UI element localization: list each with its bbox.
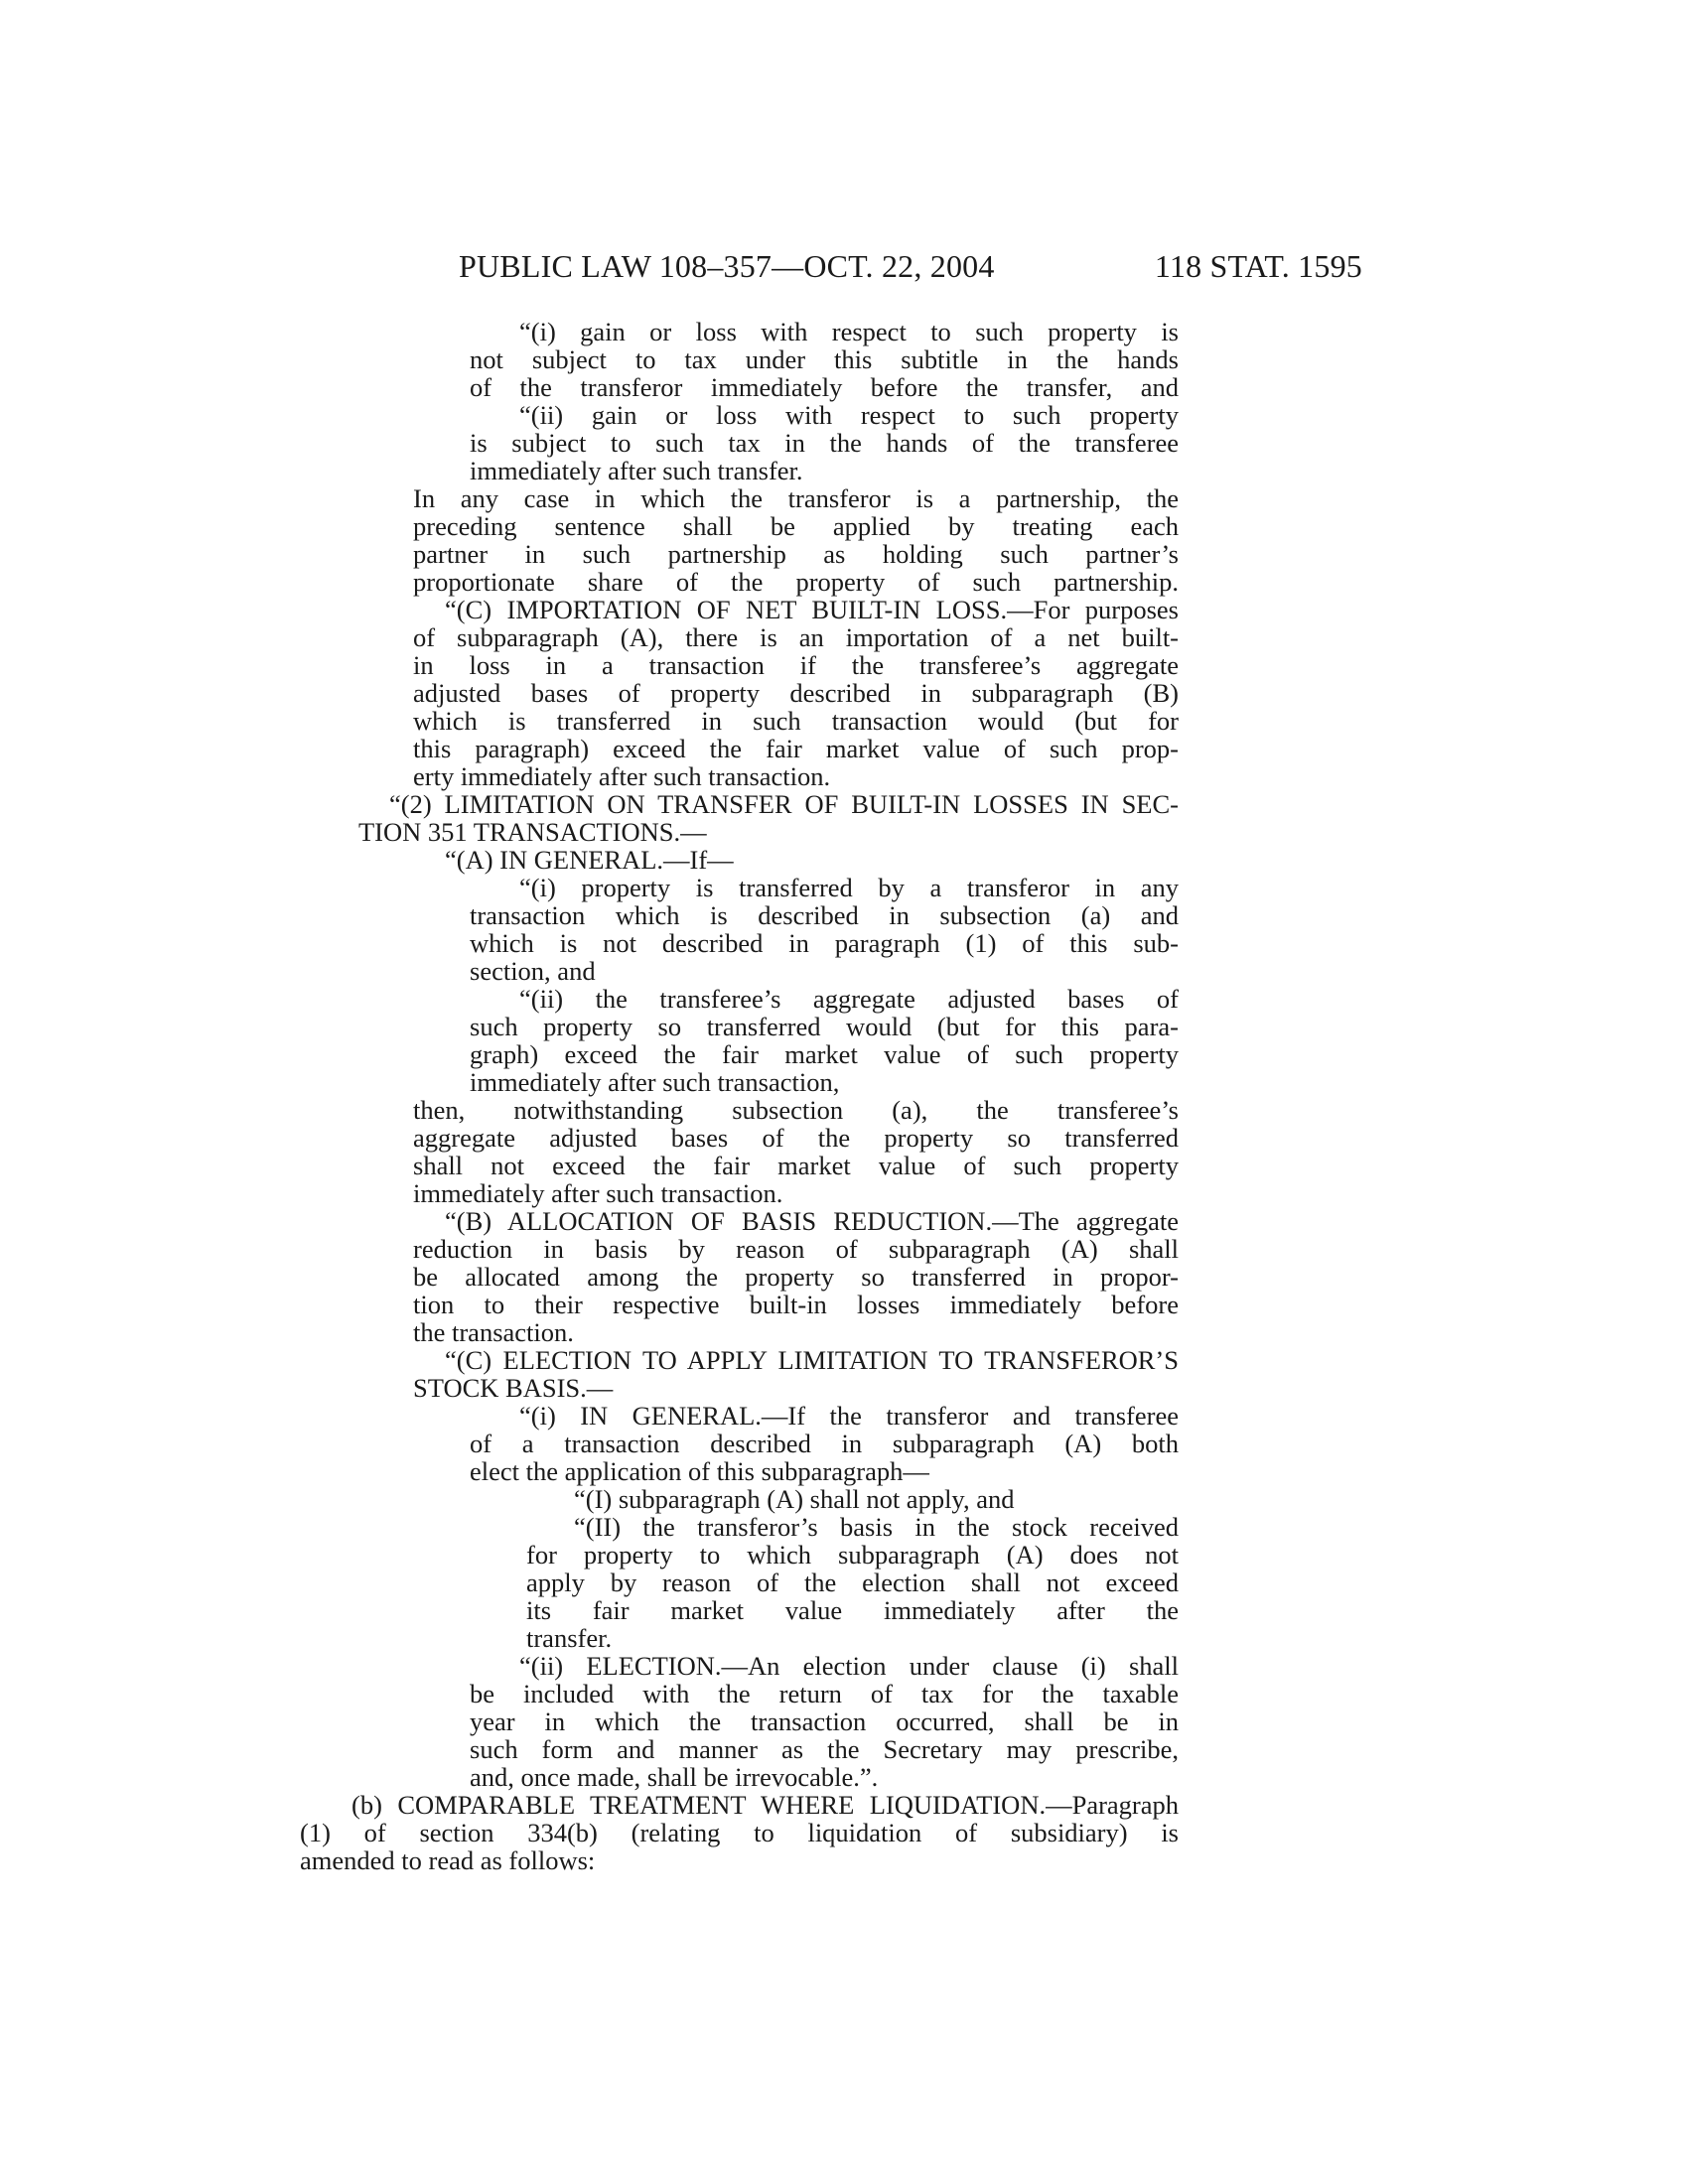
text-line: the transaction. <box>413 1317 574 1347</box>
text-line: proportionate share of the property of such partnership. <box>413 567 1179 597</box>
text-line: (1) of section 334(b) (relating to liquidation of subsidiary) is <box>300 1818 1179 1847</box>
text-line: “(i) property is transferred by a transferor in any <box>519 873 1179 902</box>
text-line: “(ii) the transferee’s aggregate adjusted bases of <box>519 984 1179 1014</box>
text-line: this paragraph) exceed the fair market value of such prop- <box>413 734 1179 763</box>
text-line: tion to their respective built-in losses immediately before <box>413 1290 1179 1319</box>
text-line: be included with the return of tax for the taxable <box>470 1679 1179 1708</box>
text-line: elect the application of this subparagraph— <box>470 1456 929 1486</box>
text-line: for property to which subparagraph (A) does not <box>526 1540 1179 1570</box>
text-line: shall not exceed the fair market value of such property <box>413 1151 1179 1180</box>
text-line: of subparagraph (A), there is an importation of a net built- <box>413 622 1179 652</box>
text-line: apply by reason of the election shall not exceed <box>526 1568 1179 1597</box>
text-line: its fair market value immediately after the <box>526 1595 1179 1625</box>
text-line: amended to read as follows: <box>300 1845 596 1875</box>
text-line: which is transferred in such transaction would (but for <box>413 706 1179 736</box>
text-line: erty immediately after such transaction. <box>413 761 831 791</box>
text-line: transaction which is described in subsection (a) and <box>470 900 1179 930</box>
paragraph-heading-line: TION 351 TRANSACTIONS.— <box>358 817 707 847</box>
text-line: year in which the transaction occurred, shall be in <box>470 1706 1179 1736</box>
clause-heading-line: “(ii) ELECTION.—An election under clause (i) shall <box>519 1651 1179 1681</box>
subparagraph-heading-line: STOCK BASIS.— <box>413 1373 614 1403</box>
text-line: partner in such partnership as holding such partner’s <box>413 539 1179 569</box>
text-line: adjusted bases of property described in subparagraph (B) <box>413 678 1179 708</box>
text-line: immediately after such transfer. <box>470 456 803 485</box>
paragraph-heading-line: “(2) LIMITATION ON TRANSFER OF BUILT-IN LOSSES IN SEC- <box>389 789 1179 819</box>
text-line: In any case in which the transferor is a partnership, the <box>413 483 1179 513</box>
running-header-title: PUBLIC LAW 108–357—OCT. 22, 2004 <box>459 248 995 284</box>
subsection-heading-line: (b) COMPARABLE TREATMENT WHERE LIQUIDATION.—Paragraph <box>352 1790 1179 1820</box>
text-line: aggregate adjusted bases of the property so transferred <box>413 1123 1179 1153</box>
subparagraph-heading-line: “(C) IMPORTATION OF NET BUILT-IN LOSS.—For purposes <box>445 595 1179 624</box>
text-line: immediately after such transaction. <box>413 1178 783 1208</box>
text-line: such property so transferred would (but for this para- <box>470 1012 1179 1041</box>
subparagraph-heading-line: “(B) ALLOCATION OF BASIS REDUCTION.—The aggregate <box>445 1206 1179 1236</box>
text-line: preceding sentence shall be applied by treating each <box>413 511 1179 541</box>
text-line: “(II) the transferor’s basis in the stock received <box>574 1512 1179 1542</box>
text-line: then, notwithstanding subsection (a), the transferee’s <box>413 1095 1179 1125</box>
text-line: “(ii) gain or loss with respect to such property <box>519 400 1179 430</box>
subparagraph-heading-line: “(A) IN GENERAL.—If— <box>445 845 734 875</box>
text-line: “(i) gain or loss with respect to such property is <box>519 317 1179 346</box>
text-line: “(I) subparagraph (A) shall not apply, and <box>574 1484 1015 1514</box>
text-line: immediately after such transaction, <box>470 1067 840 1097</box>
text-line: of a transaction described in subparagraph (A) both <box>470 1429 1179 1458</box>
text-line: reduction in basis by reason of subparagraph (A) shall <box>413 1234 1179 1264</box>
text-line: be allocated among the property so transferred in propor- <box>413 1262 1179 1292</box>
text-line: not subject to tax under this subtitle in the hands <box>470 344 1179 374</box>
text-line: graph) exceed the fair market value of such property <box>470 1039 1179 1069</box>
text-line: section, and <box>470 956 596 986</box>
text-line: transfer. <box>526 1623 613 1653</box>
running-header-page: 118 STAT. 1595 <box>1154 248 1362 284</box>
clause-heading-line: “(i) IN GENERAL.—If the transferor and transferee <box>519 1401 1179 1431</box>
text-line: in loss in a transaction if the transferee’s aggregate <box>413 650 1179 680</box>
text-line: and, once made, shall be irrevocable.”. <box>470 1762 879 1792</box>
text-line: of the transferor immediately before the transfer, and <box>470 372 1179 402</box>
text-line: such form and manner as the Secretary may prescribe, <box>470 1734 1179 1764</box>
subparagraph-heading-line: “(C) ELECTION TO APPLY LIMITATION TO TRANSFEROR’S <box>445 1345 1179 1375</box>
text-line: is subject to such tax in the hands of the transferee <box>470 428 1179 458</box>
text-line: which is not described in paragraph (1) of this sub- <box>470 928 1179 958</box>
